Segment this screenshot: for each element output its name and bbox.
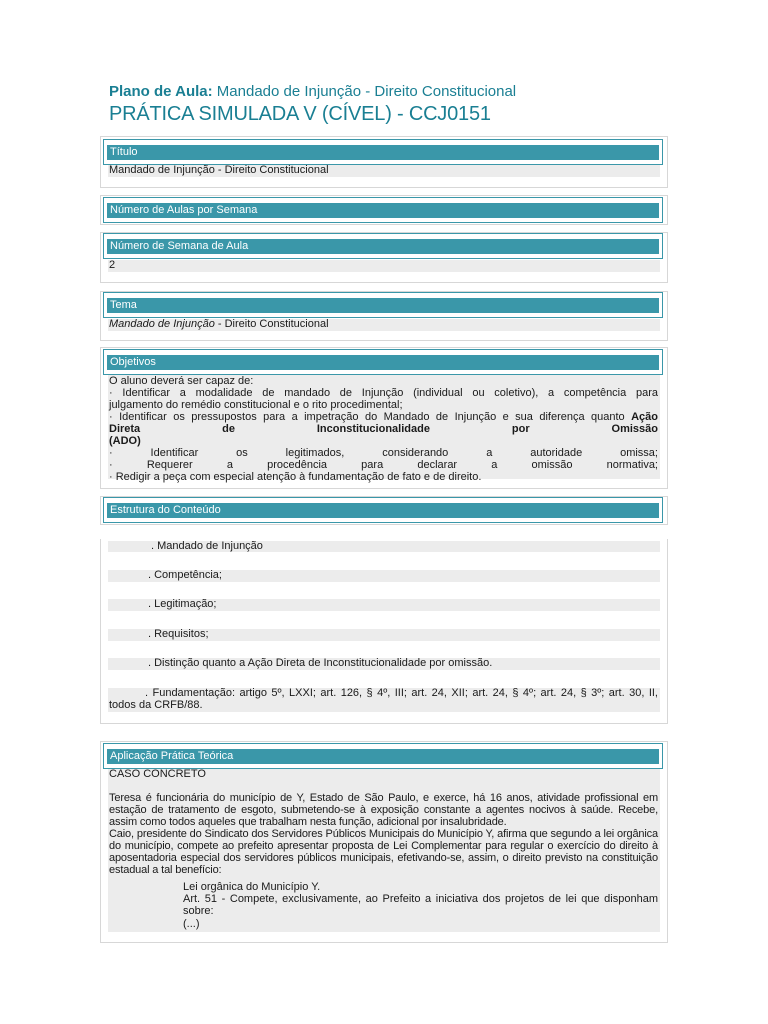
objetivo-4: · Requerer a procedência para declarar a omissão normativa; xyxy=(109,459,658,471)
objetivos-header xyxy=(103,349,663,375)
caso-paragraph-1: Teresa é funcionária do município de Y, Estado de São Paulo, e exerce, há 16 anos, atividade profissional em estação de tratamento de esgoto, submetendo-se à exposição constante a agentes nocivos à saúde. Recebe, assim como todos aqueles que trabalham nesta função, adicional por insalubridade. xyxy=(109,792,658,828)
fundamentacao-line-b: todos da CRFB/88. xyxy=(109,699,203,711)
plano-label: Plano de Aula: xyxy=(109,83,213,100)
titulo-header xyxy=(103,139,663,165)
estrutura-item: . Mandado de Injunção xyxy=(151,540,263,552)
objetivo-2a-bold: Ação xyxy=(631,411,658,423)
estrutura-label: Estrutura do Conteúdo xyxy=(107,503,659,518)
tema-header xyxy=(103,292,663,318)
objetivo-1b: julgamento do remédio constitucional e o rito procedimental; xyxy=(109,399,403,411)
titulo-label: Título xyxy=(107,145,659,160)
objetivo-2b: Direta de Inconstitucionalidade por Omissão (ADO) xyxy=(109,423,658,447)
objetivos-label: Objetivos xyxy=(107,355,659,370)
semana-aula-value-bg xyxy=(108,260,660,272)
estrutura-item: . Legitimação; xyxy=(148,598,217,610)
aulas-semana-label: Número de Aulas por Semana xyxy=(107,203,659,218)
tema-value xyxy=(109,318,329,330)
caso-concreto: CASO CONCRETO xyxy=(109,768,206,780)
estrutura-header xyxy=(103,497,663,523)
titulo-value: Mandado de Injunção - Direito Constitucional xyxy=(109,164,329,176)
fundamentacao-text xyxy=(109,687,658,711)
tema-value-rest: - Direito Constitucional xyxy=(214,318,329,330)
quote-ellipsis: (...) xyxy=(183,918,200,930)
tema-value-italic: Mandado de Injunção xyxy=(109,318,215,330)
aplicacao-header xyxy=(103,743,663,769)
quote-lei-organica: Lei orgânica do Município Y. xyxy=(183,881,321,893)
objetivos-text xyxy=(109,375,658,483)
estrutura-item: . Competência; xyxy=(148,569,222,581)
objetivo-5: · Redigir a peça com especial atenção à fundamentação de fato e de direito. xyxy=(109,471,482,483)
objetivo-2a-text: · Identificar os pressupostos para a impetração do Mandado de Injunção e sua diferença quanto xyxy=(109,411,632,423)
objetivo-1a: · Identificar a modalidade de mandado de Injunção (individual ou coletivo), a competência para xyxy=(109,387,658,399)
aulas-semana-header xyxy=(103,197,663,223)
objetivo-2a xyxy=(109,411,658,423)
course-title: PRÁTICA SIMULADA V (CÍVEL) - CCJ0151 xyxy=(109,103,491,125)
semana-aula-value: 2 xyxy=(109,259,116,271)
quote-art-51: Art. 51 - Compete, exclusivamente, ao Prefeito a iniciativa dos projetos de lei que disponham sobre: xyxy=(183,893,658,917)
aplicacao-label: Aplicação Prática Teórica xyxy=(107,749,659,764)
semana-aula-header xyxy=(103,233,663,259)
semana-aula-label: Número de Semana de Aula xyxy=(107,239,659,254)
objetivos-intro: O aluno deverá ser capaz de: xyxy=(109,375,254,387)
fundamentacao-line-a: . Fundamentação: artigo 5º, LXXI; art. 126, § 4º, III; art. 24, XII; art. 24, § 4º; art. 24, § 3º; art. 30, II, xyxy=(145,687,658,699)
caso-paragraph-2: Caio, presidente do Sindicato dos Servidores Públicos Municipais do Município Y, afirma que segundo a lei orgânica do município, compete ao prefeito apresentar proposta de Lei Complementar para regular o exercício do direito à aposentadoria especial dos servidores públicos municipais, efetivando-se, assim, o direito previsto na constituição estadual a tal benefício: xyxy=(109,828,658,876)
estrutura-item: . Requisitos; xyxy=(148,628,209,640)
objetivo-3: · Identificar os legitimados, considerando a autoridade omissa; xyxy=(109,447,658,459)
estrutura-item: . Distinção quanto a Ação Direta de Inconstitucionalidade por omissão. xyxy=(148,657,493,669)
lesson-plan-heading xyxy=(109,83,516,100)
tema-label: Tema xyxy=(107,298,659,313)
plano-title: Mandado de Injunção - Direito Constitucional xyxy=(216,83,517,100)
